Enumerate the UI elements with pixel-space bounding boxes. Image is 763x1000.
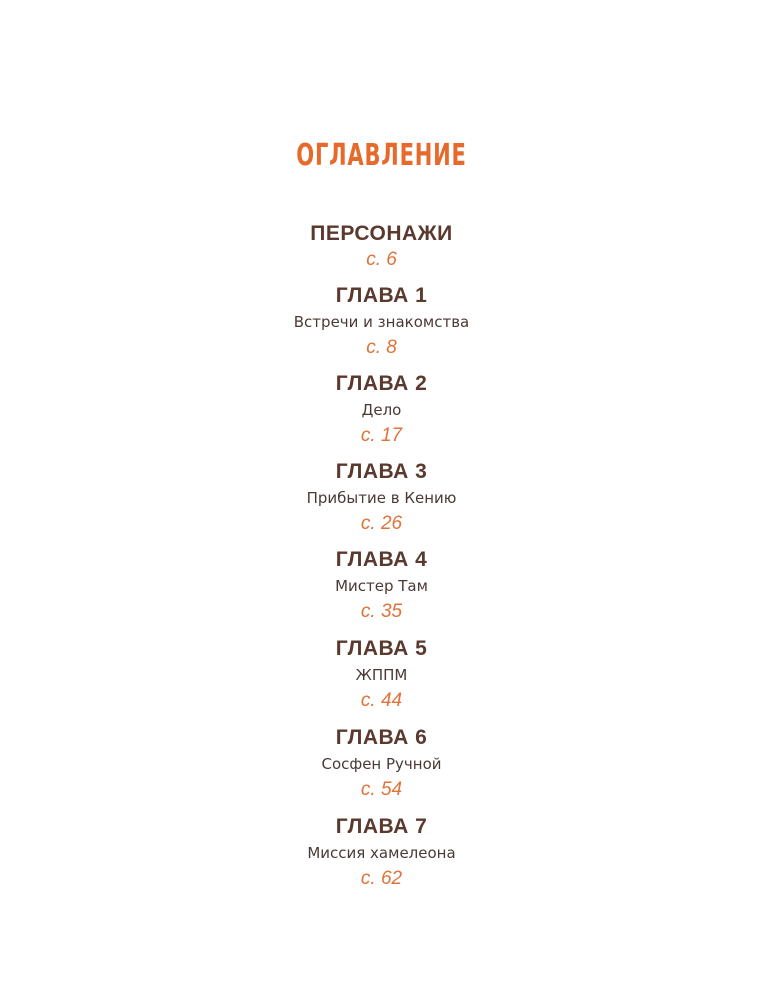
toc-entry-characters xyxy=(0,221,763,273)
toc-entry-chapter-7 xyxy=(0,814,763,892)
entry-heading: ГЛАВА 5 xyxy=(335,637,428,660)
entry-heading: ГЛАВА 3 xyxy=(335,460,428,483)
entry-heading: ГЛАВА 6 xyxy=(335,726,428,749)
entry-heading: ПЕРСОНАЖИ xyxy=(310,222,453,245)
entry-subtitle: Мистер Там xyxy=(335,577,428,595)
toc-entry-chapter-5 xyxy=(0,636,763,714)
toc-entry-chapter-1 xyxy=(0,283,763,361)
entry-heading: ГЛАВА 1 xyxy=(335,284,428,307)
entry-heading: ГЛАВА 7 xyxy=(335,815,428,838)
toc-entry-chapter-6 xyxy=(0,725,763,803)
entry-page-ref: с. 54 xyxy=(360,779,403,800)
toc-entry-chapter-4 xyxy=(0,547,763,625)
entry-page-ref: с. 6 xyxy=(366,249,397,270)
entry-subtitle: Прибытие в Кению xyxy=(306,489,457,507)
entry-page-ref: с. 44 xyxy=(360,690,403,711)
entry-subtitle: Сосфен Ручной xyxy=(321,755,442,773)
entry-page-ref: с. 35 xyxy=(360,601,403,622)
entry-page-ref: с. 26 xyxy=(360,513,403,534)
entry-page-ref: с. 62 xyxy=(360,868,403,889)
entry-heading: ГЛАВА 2 xyxy=(335,372,428,395)
entry-subtitle: Встречи и знакомства xyxy=(293,313,470,331)
entry-subtitle: Дело xyxy=(361,401,402,419)
entry-heading: ГЛАВА 4 xyxy=(335,548,428,571)
entry-subtitle: ЖППМ xyxy=(355,666,408,684)
toc-title: ОГЛАВЛЕНИЕ xyxy=(296,138,467,173)
toc-entry-chapter-3 xyxy=(0,459,763,537)
entry-page-ref: с. 17 xyxy=(360,425,403,446)
entry-page-ref: с. 8 xyxy=(366,337,397,358)
toc-entry-chapter-2 xyxy=(0,371,763,449)
entry-subtitle: Миссия хамелеона xyxy=(307,844,456,862)
